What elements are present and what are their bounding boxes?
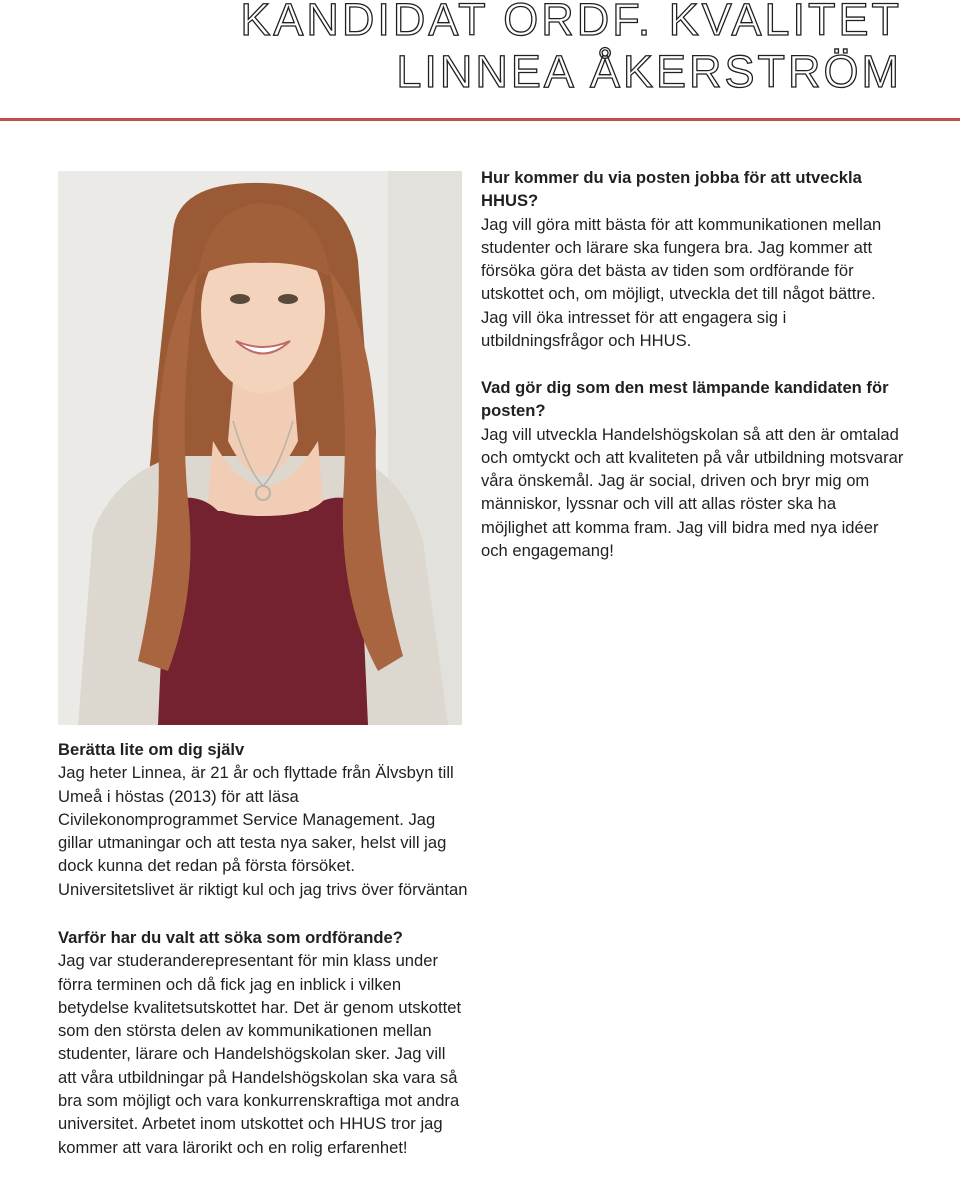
question-heading: Vad gör dig som den mest lämpande kandidaten för posten? <box>481 378 889 421</box>
header-divider <box>0 118 960 121</box>
question-heading: Berätta lite om dig själv <box>58 740 245 759</box>
question-heading: Varför har du valt att söka som ordförande? <box>58 928 403 947</box>
answer-text: Jag heter Linnea, är 21 år och flyttade från Älvsbyn till Umeå i höstas (2013) för att läsa Civilekonomprogrammet Service Management. Jag gillar utmaningar och att testa nya saker, helst vill jag dock kunna det redan på första försöket. Universitetslivet är riktigt kul och jag trivs över förväntan <box>58 763 468 899</box>
qa-section-contribution <box>481 166 906 352</box>
page-title <box>240 0 902 98</box>
answer-text: Jag vill göra mitt bästa för att kommunikationen mellan studenter och lärare ska fungera bra. Jag kommer att försöka göra det bästa av tiden som ordförande för utskottet och, om möjligt, utveckla det till något bättre. Jag vill öka intresset för att engagera sig i utbildningsfrågor och HHUS. <box>481 214 882 351</box>
candidate-portrait-photo <box>58 171 462 725</box>
title-role: KANDIDAT ORDF. KVALITET <box>240 0 902 45</box>
answer-text: Jag var studeranderepresentant för min klass under förra terminen och då fick jag en inblick i vilken betydelse kvalitetsutskottet har. Det är genom utskottet som den största delen av kommunikationen mellan studenter, lärare och Handelshögskolan sker. Jag vill att våra utbildningar på Handelshögskolan ska vara så bra som möjligt och vara konkurrenskraftiga mot andra universitet. Arbetet inom utskottet och HHUS tror jag kommer att vara lärorikt och en rolig erfarenhet! <box>58 951 462 1157</box>
portrait-illustration <box>58 171 462 725</box>
qa-section-motivation <box>58 926 468 1159</box>
title-candidate-name: LINNEA ÅKERSTRÖM <box>396 46 902 97</box>
qa-section-about <box>58 738 468 901</box>
answer-text: Jag vill utveckla Handelshögskolan så att den är omtalad och omtyckt och att kvaliteten på vår utbildning motsvarar våra önskemål. Jag är social, driven och bryr mig om människor, lyssnar och vill att allas röster ska ha möjlighet att komma fram. Jag vill bidra med nya idéer och engagemang! <box>481 424 904 561</box>
qa-section-qualifications <box>481 376 906 562</box>
question-heading: Hur kommer du via posten jobba för att utveckla HHUS? <box>481 168 862 211</box>
